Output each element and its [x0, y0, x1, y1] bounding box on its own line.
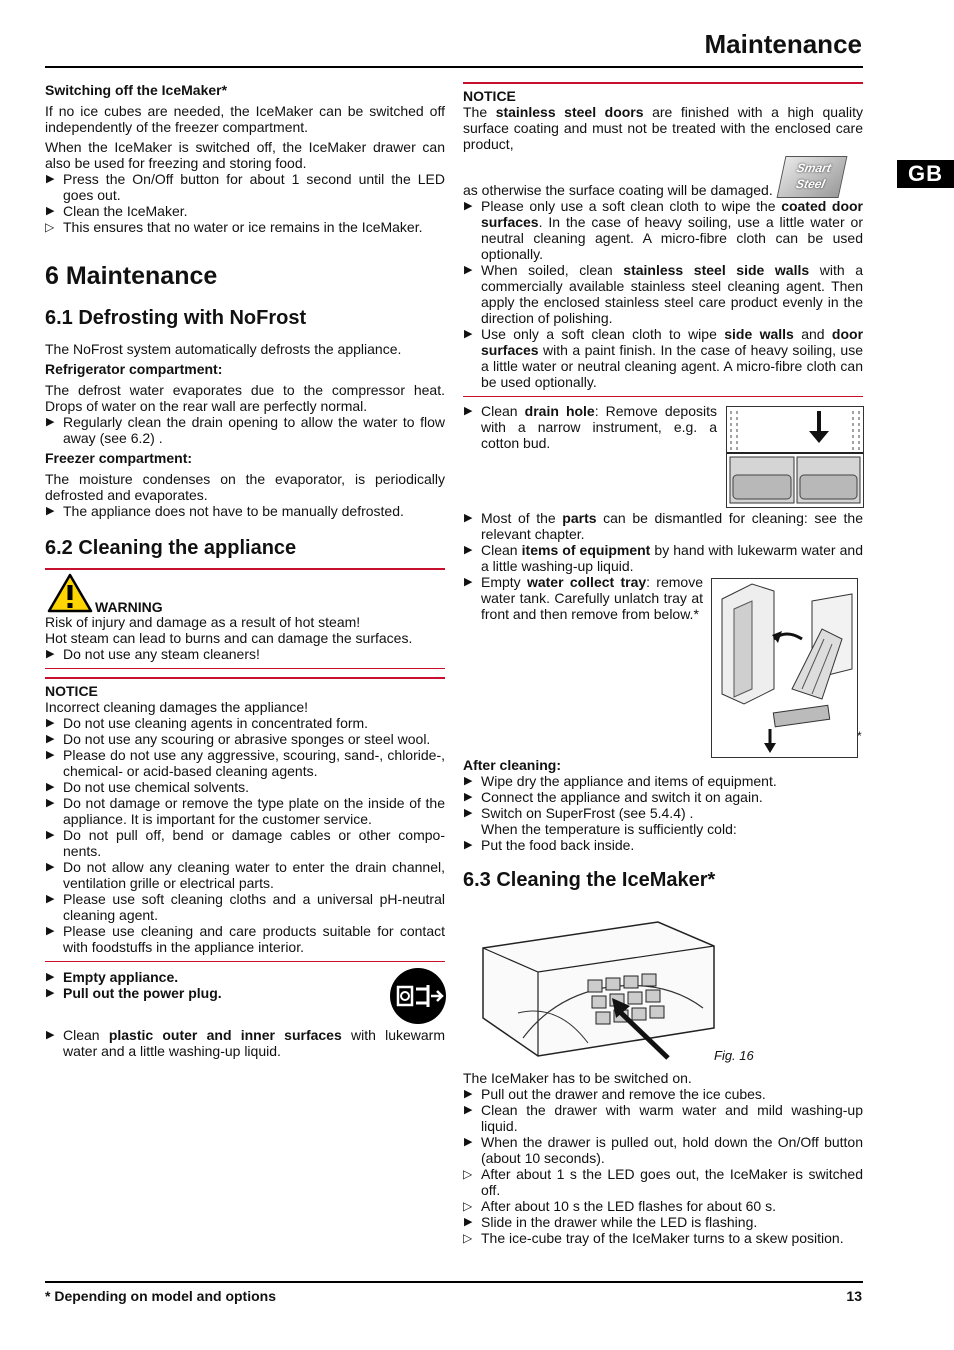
footer-rule [45, 1281, 863, 1283]
notice-item-7: ▶ Do not allow any cleaning water to enter the drain channel, ventilation grille or electrical parts. [45, 859, 445, 891]
switch-off-p2: When the IceMaker is switched off, the IceMaker drawer can also be used for freezing and storing food. [45, 139, 445, 171]
icemaker-bullet-4: ▶ Slide in the drawer while the LED is flashing. [463, 1214, 863, 1230]
right-notice-rule-top [463, 82, 863, 84]
notice-item-1: ▶ Do not use cleaning agents in concentrated form. [45, 715, 445, 731]
page-number: 13 [846, 1288, 862, 1304]
switch-off-bullet-2: ▶ Clean the IceMaker. [45, 203, 445, 219]
icemaker-intro: The IceMaker has to be switched on. [463, 1070, 692, 1086]
notice-intro: Incorrect cleaning damages the appliance! [45, 698, 309, 715]
notice-item-6: ▶ Do not pull off, bend or damage cables or other compo- nents. [45, 827, 445, 859]
items-step: ▶ Clean items of equipment by hand with lukewarm water and a little washing-up liquid. [463, 542, 863, 574]
drain-hole-illustration [726, 406, 864, 508]
notice-item-2: ▶ Do not use any scouring or abrasive sponges or steel wool. [45, 731, 445, 747]
notice-item-5: ▶ Do not damage or remove the type plate on the inside of the appliance. It is important for the customer service. [45, 795, 445, 827]
fridge-text: The defrost water evaporates due to the compressor heat. Drops of water on the rear wall are perfectly normal. [45, 382, 445, 414]
switch-off-p1: If no ice cubes are needed, the IceMaker can be switched off independently of the freezer compartment. [45, 103, 445, 135]
figure-caption: Fig. 16 [714, 1048, 754, 1063]
notice-label: NOTICE [45, 682, 98, 699]
language-tab: GB [897, 160, 954, 188]
after-bullet-1: ▶ Wipe dry the appliance and items of equipment. [463, 773, 863, 789]
after-bullet-3: ▶ Switch on SuperFrost (see 5.4.4) . [463, 805, 863, 821]
notice-rule-bottom [45, 961, 445, 963]
right-notice-bullet-2: ▶ When soiled, clean stainless steel side walls with a commercially available stainless steel cleaning agent. Then apply the enclosed stainless steel care product evenly in the direction of polishing. [463, 262, 863, 326]
unplug-icon [389, 967, 447, 1025]
smart-steel-logo: Smart Steel [777, 156, 848, 198]
footer-note: * Depending on model and options [45, 1288, 276, 1304]
section-6-1-title: 6.1 Defrosting with NoFrost [45, 307, 307, 329]
switch-off-result-1: ▷ This ensures that no water or ice remains in the IceMaker. [45, 219, 445, 235]
pull-plug-step: ▶ Pull out the power plug. [45, 985, 445, 1001]
switch-off-heading: Switching off the IceMaker* [45, 82, 228, 98]
after-cleaning-heading: After cleaning: [463, 757, 562, 773]
fridge-bullet: ▶ Regularly clean the drain opening to allow the water to flow away (see 6.2) . [45, 414, 445, 446]
left-column [45, 82, 445, 1059]
water-tray-illustration [711, 578, 858, 758]
after-bullet-4: ▶ Put the food back inside. [463, 837, 863, 853]
switch-off-bullet-1: ▶ Press the On/Off button for about 1 second until the LED goes out. [45, 171, 445, 203]
warning-label: WARNING [95, 598, 163, 615]
notice-item-9: ▶ Please use cleaning and care products suitable for contact with foodstuffs in the appliance interior. [45, 923, 445, 955]
section-6-2-title: 6.2 Cleaning the appliance [45, 537, 297, 559]
right-notice-rule-bottom [463, 396, 863, 398]
warning-bullet: ▶ Do not use any steam cleaners! [45, 646, 445, 662]
empty-appliance-step: ▶ Empty appliance. [45, 969, 445, 985]
icemaker-result-1: ▷ After about 1 s the LED goes out, the IceMaker is switched off. [463, 1166, 863, 1198]
warning-line-1: Risk of injury and damage as a result of hot steam! [45, 613, 361, 630]
chapter-title: 6 Maintenance [45, 262, 218, 290]
right-notice-bullet-1: ▶ Please only use a soft clean cloth to wipe the coated door surfaces. In the case of heavy soiling, use a little water or neutral cleaning agent. A micro-fibre cloth can be used optionally. [463, 198, 863, 262]
icemaker-bullet-2: ▶ Clean the drawer with warm water and mild washing-up liquid. [463, 1102, 863, 1134]
warning-line-2: Hot steam can lead to burns and can damage the surfaces. [45, 629, 413, 646]
nofrost-intro: The NoFrost system automatically defrosts the appliance. [45, 341, 402, 357]
icemaker-result-3: ▷ The ice-cube tray of the IceMaker turns to a skew position. [463, 1230, 863, 1246]
section-6-3-title: 6.3 Cleaning the IceMaker* [463, 869, 716, 891]
page-title: Maintenance [704, 29, 862, 59]
freezer-bullet: ▶ The appliance does not have to be manually defrosted. [45, 503, 445, 519]
fridge-heading: Refrigerator compartment: [45, 361, 223, 377]
notice-item-8: ▶ Please use soft cleaning cloths and a universal pH-neutral cleaning agent. [45, 891, 445, 923]
icemaker-bullet-3: ▶ When the drawer is pulled out, hold down the On/Off button (about 10 seconds). [463, 1134, 863, 1166]
right-notice-text-2: as otherwise the surface coating will be damaged. [463, 181, 773, 198]
freezer-heading: Freezer compartment: [45, 450, 193, 466]
tray-figure-star: * [857, 729, 862, 743]
icemaker-result-2: ▷ After about 10 s the LED flashes for about 60 s. [463, 1198, 863, 1214]
power-plug-block [45, 969, 445, 1029]
smart-steel-row [463, 152, 863, 198]
notice-rule-top [45, 677, 445, 679]
right-notice-label: NOTICE [463, 87, 516, 104]
notice-item-3: ▶ Please do not use any aggressive, scouring, sand-, chloride-, chemical- or acid-based cleaning agents. [45, 747, 445, 779]
right-notice-bullet-3: ▶ Use only a soft clean cloth to wipe side walls and door surfaces with a paint finish. In the case of heavy soiling, use a little water or neutral cleaning agent. A micro-fibre cloth can be used optionally. [463, 326, 863, 390]
after-continuation: When the temperature is sufficiently cold: [481, 821, 737, 837]
icemaker-illustration [478, 918, 718, 1063]
warning-header [45, 570, 445, 614]
notice-item-4: ▶ Do not use chemical solvents. [45, 779, 445, 795]
freezer-text: The moisture condenses on the evaporator, is periodically defrosted and evaporates. [45, 471, 445, 503]
drain-step: ▶ Clean drain hole: Remove deposits with a narrow instrument, e.g. a cotton bud. [463, 403, 717, 451]
right-notice-text-1: The stainless steel doors are finished with a high quality surface coating and must not be treated with the enclosed care product, [463, 103, 863, 152]
icemaker-bullet-1: ▶ Pull out the drawer and remove the ice cubes. [463, 1086, 863, 1102]
warning-rule-bottom [45, 668, 445, 670]
parts-step: ▶ Most of the parts can be dismantled for cleaning: see the relevant chapter. [463, 510, 863, 542]
after-bullet-2: ▶ Connect the appliance and switch it on again. [463, 789, 863, 805]
clean-plastic-step: ▶ Clean plastic outer and inner surfaces with lukewarm water and a little washing-up liquid. [45, 1027, 445, 1059]
tray-step: ▶ Empty water collect tray: remove water tank. Carefully unlatch tray at front and then remove from below.* [463, 574, 703, 622]
warning-triangle-icon [47, 573, 93, 613]
header-rule [45, 66, 863, 68]
